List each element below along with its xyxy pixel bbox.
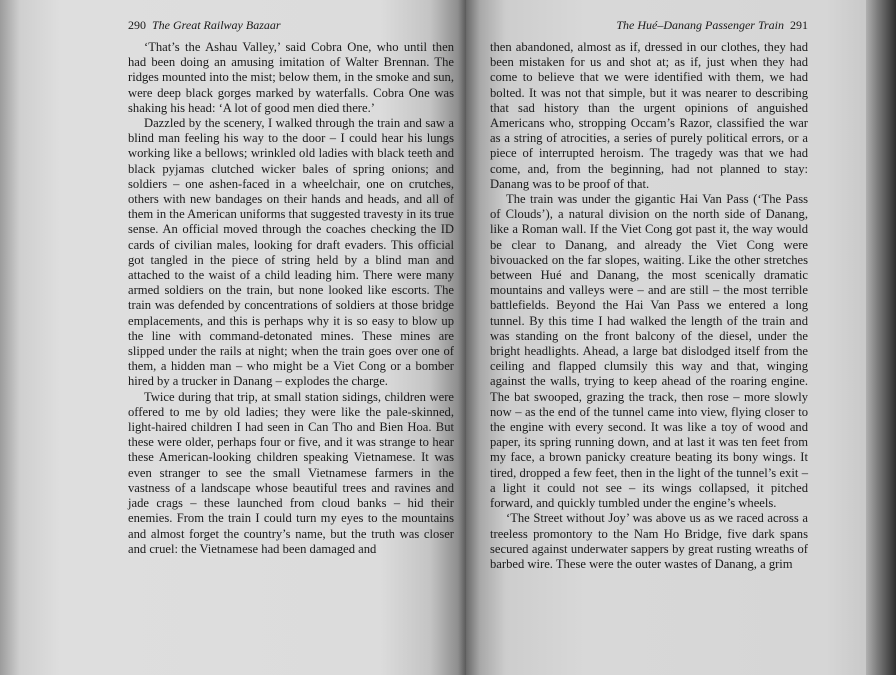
left-book-title: The Great Railway Bazaar: [152, 18, 281, 32]
paragraph: Twice during that trip, at small station sidings, children were offered to me by old ladies; they were like the pale-skinned, light-haired children I had seen in Can Tho and Bien Hoa. But these were older, perhaps four or five, and it was strange to hear these American-looking children speaking Vietnamese. It was even stranger to see the small Vietnamese farmers in the vastness of a landscape whose beautiful trees and ravines and jade crags – these launched from cloud banks – hid their enemies. From the train I could turn my eyes to the mountains and almost forget the country’s name, but the truth was closer and cruel: the Vietnamese had been damaged and: [128, 389, 454, 556]
right-page-number: 291: [790, 18, 808, 32]
paragraph: The train was under the gigantic Hai Van Pass (‘The Pass of Clouds’), a natural division on the north side of Danang, like a Roman wall. If the Viet Cong got past it, the way would be clear to Danang, and already the Viet Cong were bivouacked on the far slopes, waiting. Like the other stretches between Hué and Danang, the most scenically dramatic mountains and valleys were – and are still – the most terrible battlefields. Beyond the Hai Van Pass we entered a long tunnel. By this time I had walked the length of the train and was standing on the front balcony of the diesel, under the bright headlights. Ahead, a large bat dislodged itself from the ceiling and flapped clumsily this way and that, winging against the walls, trying to keep ahead of the roaring engine. The bat swooped, grazing the track, then rose – more slowly now – as the end of the tunnel came into view, flying closer to the engine with every second. It was like a toy of wood and paper, its spring running down, and at last it was ten feet from my face, a brown panicky creature beating its bony wings. It tired, dropped a few feet, then in the light of the tunnel’s exit – a light it could not see – its wings collapsed, it pitched forward, and quickly tumbled under the engine’s wheels.: [490, 192, 808, 511]
paragraph: then abandoned, almost as if, dressed in our clothes, they had been mistaken for us and shot at; as if, just when they had come to believe that we were identified with them, we had bolted. It was not that simple, but it was nearer to describing that sad history than the urgent opinions of anguished Americans who, stropping Occam’s Razor, classified the war as a string of atrocities, a series of purely political errors, or a piece of interrupted heroism. The tragedy was that we had come, and, from the beginning, had not planned to stay: Danang was to be proof of that.: [490, 40, 808, 191]
left-body-text: [128, 40, 454, 557]
right-chapter-title: The Hué–Danang Passenger Train: [616, 18, 784, 32]
right-body-text: [490, 40, 808, 572]
paragraph: Dazzled by the scenery, I walked through the train and saw a blind man feeling his way to the door – I could hear his lungs working like a bellows; wrinkled old ladies with black teeth and black pyjamas clutched wicker bales of spring onions; and soldiers – one ashen-faced in a wheelchair, one on crutches, others with new bandages on their hands and heads, and all of them in the American uniforms that suggested travesty in its true sense. An official moved through the coaches checking the ID cards of civilian males, looking for draft evaders. This official got tangled in the piece of string held by a blind man and attached to the waist of a child leading him. There were many armed soldiers on the train, but none looked like escorts. The train was defended by concentrations of soldiers at those bridge emplacements, and this is perhaps why it is so easy to blow up the line with command-detonated mines. These mines are slipped under the rails at night; when the train goes over one of them, a hidden man – who might be a Viet Cong or a bomber hired by a trucker in Danang – explodes the charge.: [128, 116, 454, 389]
right-page: [466, 0, 866, 675]
paragraph: ‘That’s the Ashau Valley,’ said Cobra One, who until then had been doing an amusing imitation of Walter Brennan. The ridges mounted into the mist; below them, in the smoke and sun, were deep black gorges marked by waterfalls. Cobra One was shaking his head: ‘A lot of good men died there.’: [128, 40, 454, 115]
left-page-number: 290: [128, 18, 146, 32]
right-page-edge: [866, 0, 896, 675]
left-running-head: [128, 16, 448, 34]
paragraph: ‘The Street without Joy’ was above us as we raced across a treeless promontory to the Nam Ho Bridge, five dark spans secured against underwater sappers by great rusting wreaths of barbed wire. These were the outer wastes of Danang, a grim: [490, 511, 808, 571]
right-running-head: [490, 16, 808, 34]
